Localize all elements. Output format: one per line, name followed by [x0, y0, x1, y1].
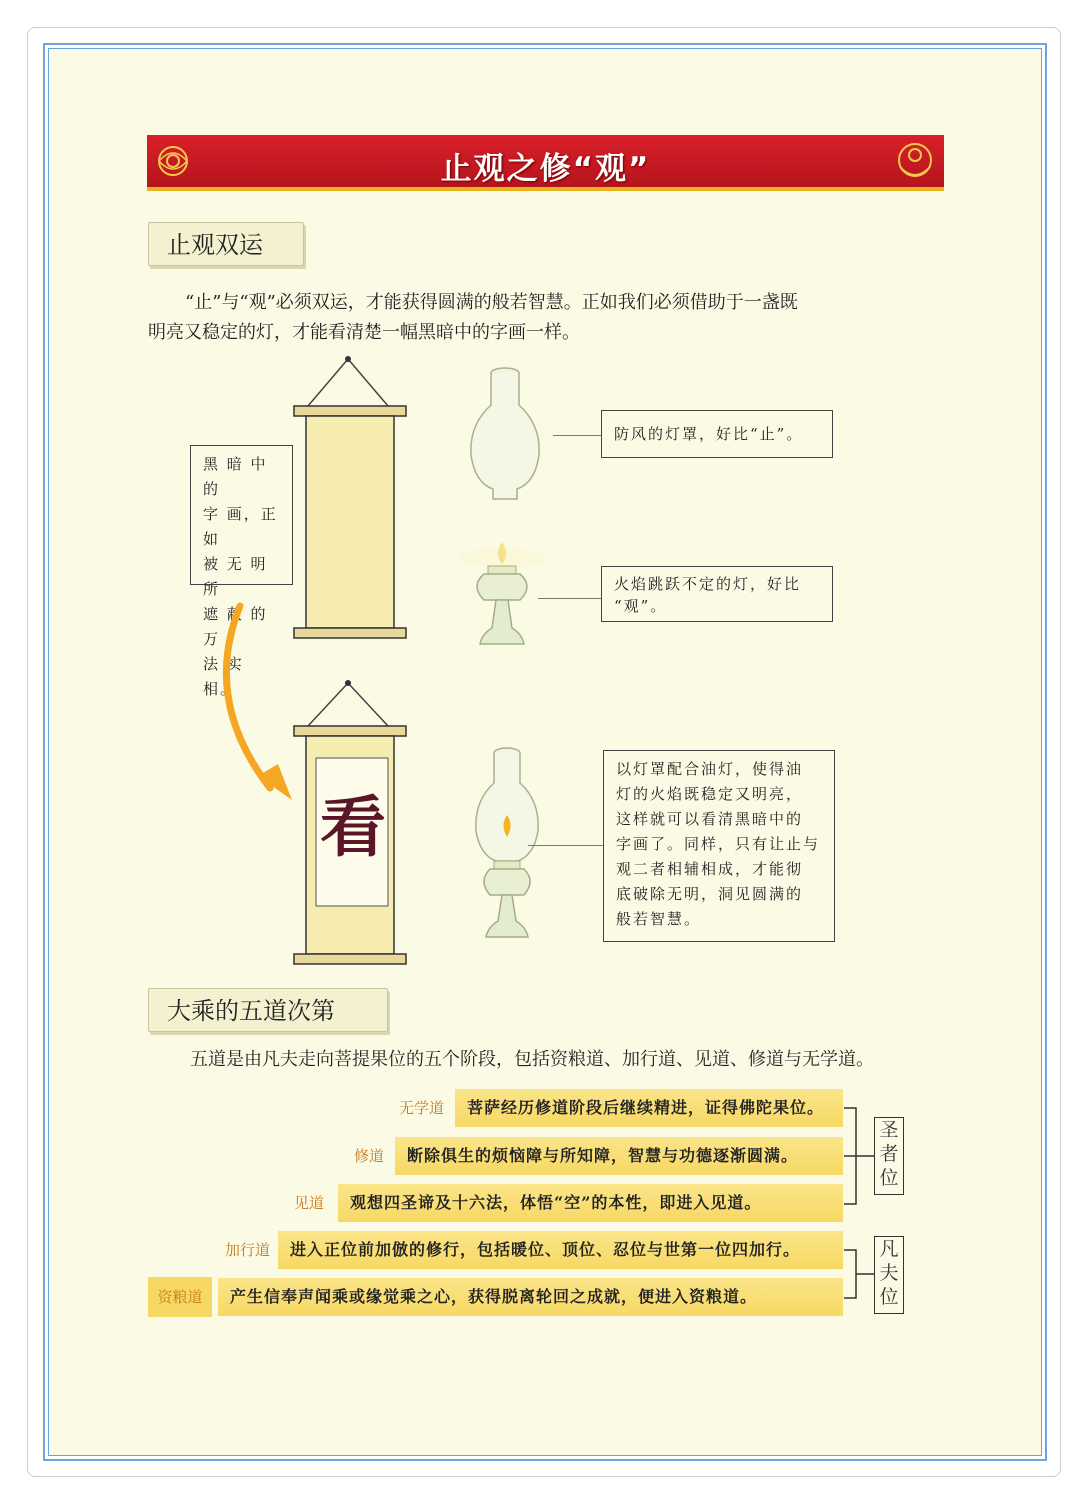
connector-line — [553, 435, 601, 436]
stage-label-xiu: 修道 — [353, 1147, 384, 1165]
caption-lamp-shade: 防风的灯罩，好比“止”。 — [601, 410, 833, 458]
intro-paragraph-line1: “止”与“观”必须双运，才能获得圆满的般若智慧。正如我们必须借助于一盏既 — [185, 292, 798, 313]
five-paths-intro: 五道是由凡夫走向菩提果位的五个阶段，包括资粮道、加行道、见道、修道与无学道。 — [190, 1049, 874, 1070]
title-banner — [147, 135, 944, 191]
stage-bar-ziliang: 产生信奉声闻乘或缘觉乘之心，获得脱离轮回之成就，便进入资粮道。 — [218, 1278, 843, 1316]
page-title: 止观之修“观” — [440, 151, 651, 187]
stage-label-ziliang: 资粮道 — [148, 1277, 212, 1317]
section-heading-five-paths: 大乘的五道次第 — [148, 988, 388, 1032]
caption-line: 字画了。同样，只有让止与 — [616, 835, 821, 853]
stage-label-jiaxing: 加行道 — [224, 1241, 270, 1259]
stage-label-wuxue: 无学道 — [398, 1099, 444, 1117]
group-ordinary-position — [874, 1236, 904, 1314]
caption-line: 遮 蔽 的 万 — [203, 605, 268, 648]
connector-line — [528, 845, 603, 846]
combined-lamp-icon — [462, 745, 552, 940]
caption-combined-lamp — [603, 750, 835, 942]
group-char: 位 — [879, 1167, 899, 1189]
intro-paragraph-line2: 明亮又稳定的灯，才能看清楚一幅黑暗中的字画一样。 — [148, 322, 580, 343]
section-heading-zhiguan: 止观双运 — [148, 222, 304, 266]
group-char: 夫 — [879, 1262, 899, 1284]
caption-line: 法 实 相。 — [203, 655, 244, 698]
caption-line: 般若智慧。 — [616, 910, 702, 928]
stage-bar-xiu: 断除俱生的烦恼障与所知障，智慧与功德逐渐圆满。 — [395, 1137, 843, 1175]
caption-line: 这样就可以看清黑暗中的 — [616, 810, 804, 828]
caption-line: 灯的火焰既稳定又明亮， — [616, 785, 804, 803]
lamp-shade-icon — [465, 365, 545, 505]
stage-bar-jiaxing: 进入正位前加倣的修行，包括暖位、顶位、忍位与世第一位四加行。 — [278, 1231, 843, 1269]
connector-line — [538, 598, 601, 599]
stage-bar-wuxue: 菩萨经历修道阶段后继续精进，证得佛陀果位。 — [455, 1089, 843, 1127]
group-char: 位 — [879, 1286, 899, 1308]
caption-dark-scroll — [190, 445, 293, 698]
scroll-character: 看 — [320, 788, 386, 866]
caption-line: 底破除无明，洞见圆满的 — [616, 885, 804, 903]
stage-bar-jian: 观想四圣谛及十六法，体悟“空”的本性，即进入见道。 — [338, 1184, 843, 1222]
stage-label-jian: 见道 — [293, 1194, 324, 1212]
caption-line: 黑 暗 中 的 — [203, 455, 268, 498]
caption-line: 被 无 明 所 — [203, 555, 268, 598]
caption-oil-lamp — [601, 566, 833, 622]
caption-line: 字 画，正 如 — [203, 505, 278, 548]
group-char: 圣 — [879, 1119, 899, 1141]
ornament-right-icon — [892, 137, 938, 183]
caption-line: 火焰跳跃不定的灯，好比 — [614, 575, 802, 593]
caption-line: “观”。 — [614, 597, 668, 615]
group-char: 者 — [879, 1143, 899, 1165]
oil-lamp-flame-icon — [452, 538, 552, 650]
group-saint-position — [874, 1117, 904, 1195]
caption-line: 观二者相辅相成，才能彻 — [616, 860, 804, 878]
caption-line: 以灯罩配合油灯，使得油 — [616, 760, 804, 778]
group-char: 凡 — [879, 1238, 899, 1260]
